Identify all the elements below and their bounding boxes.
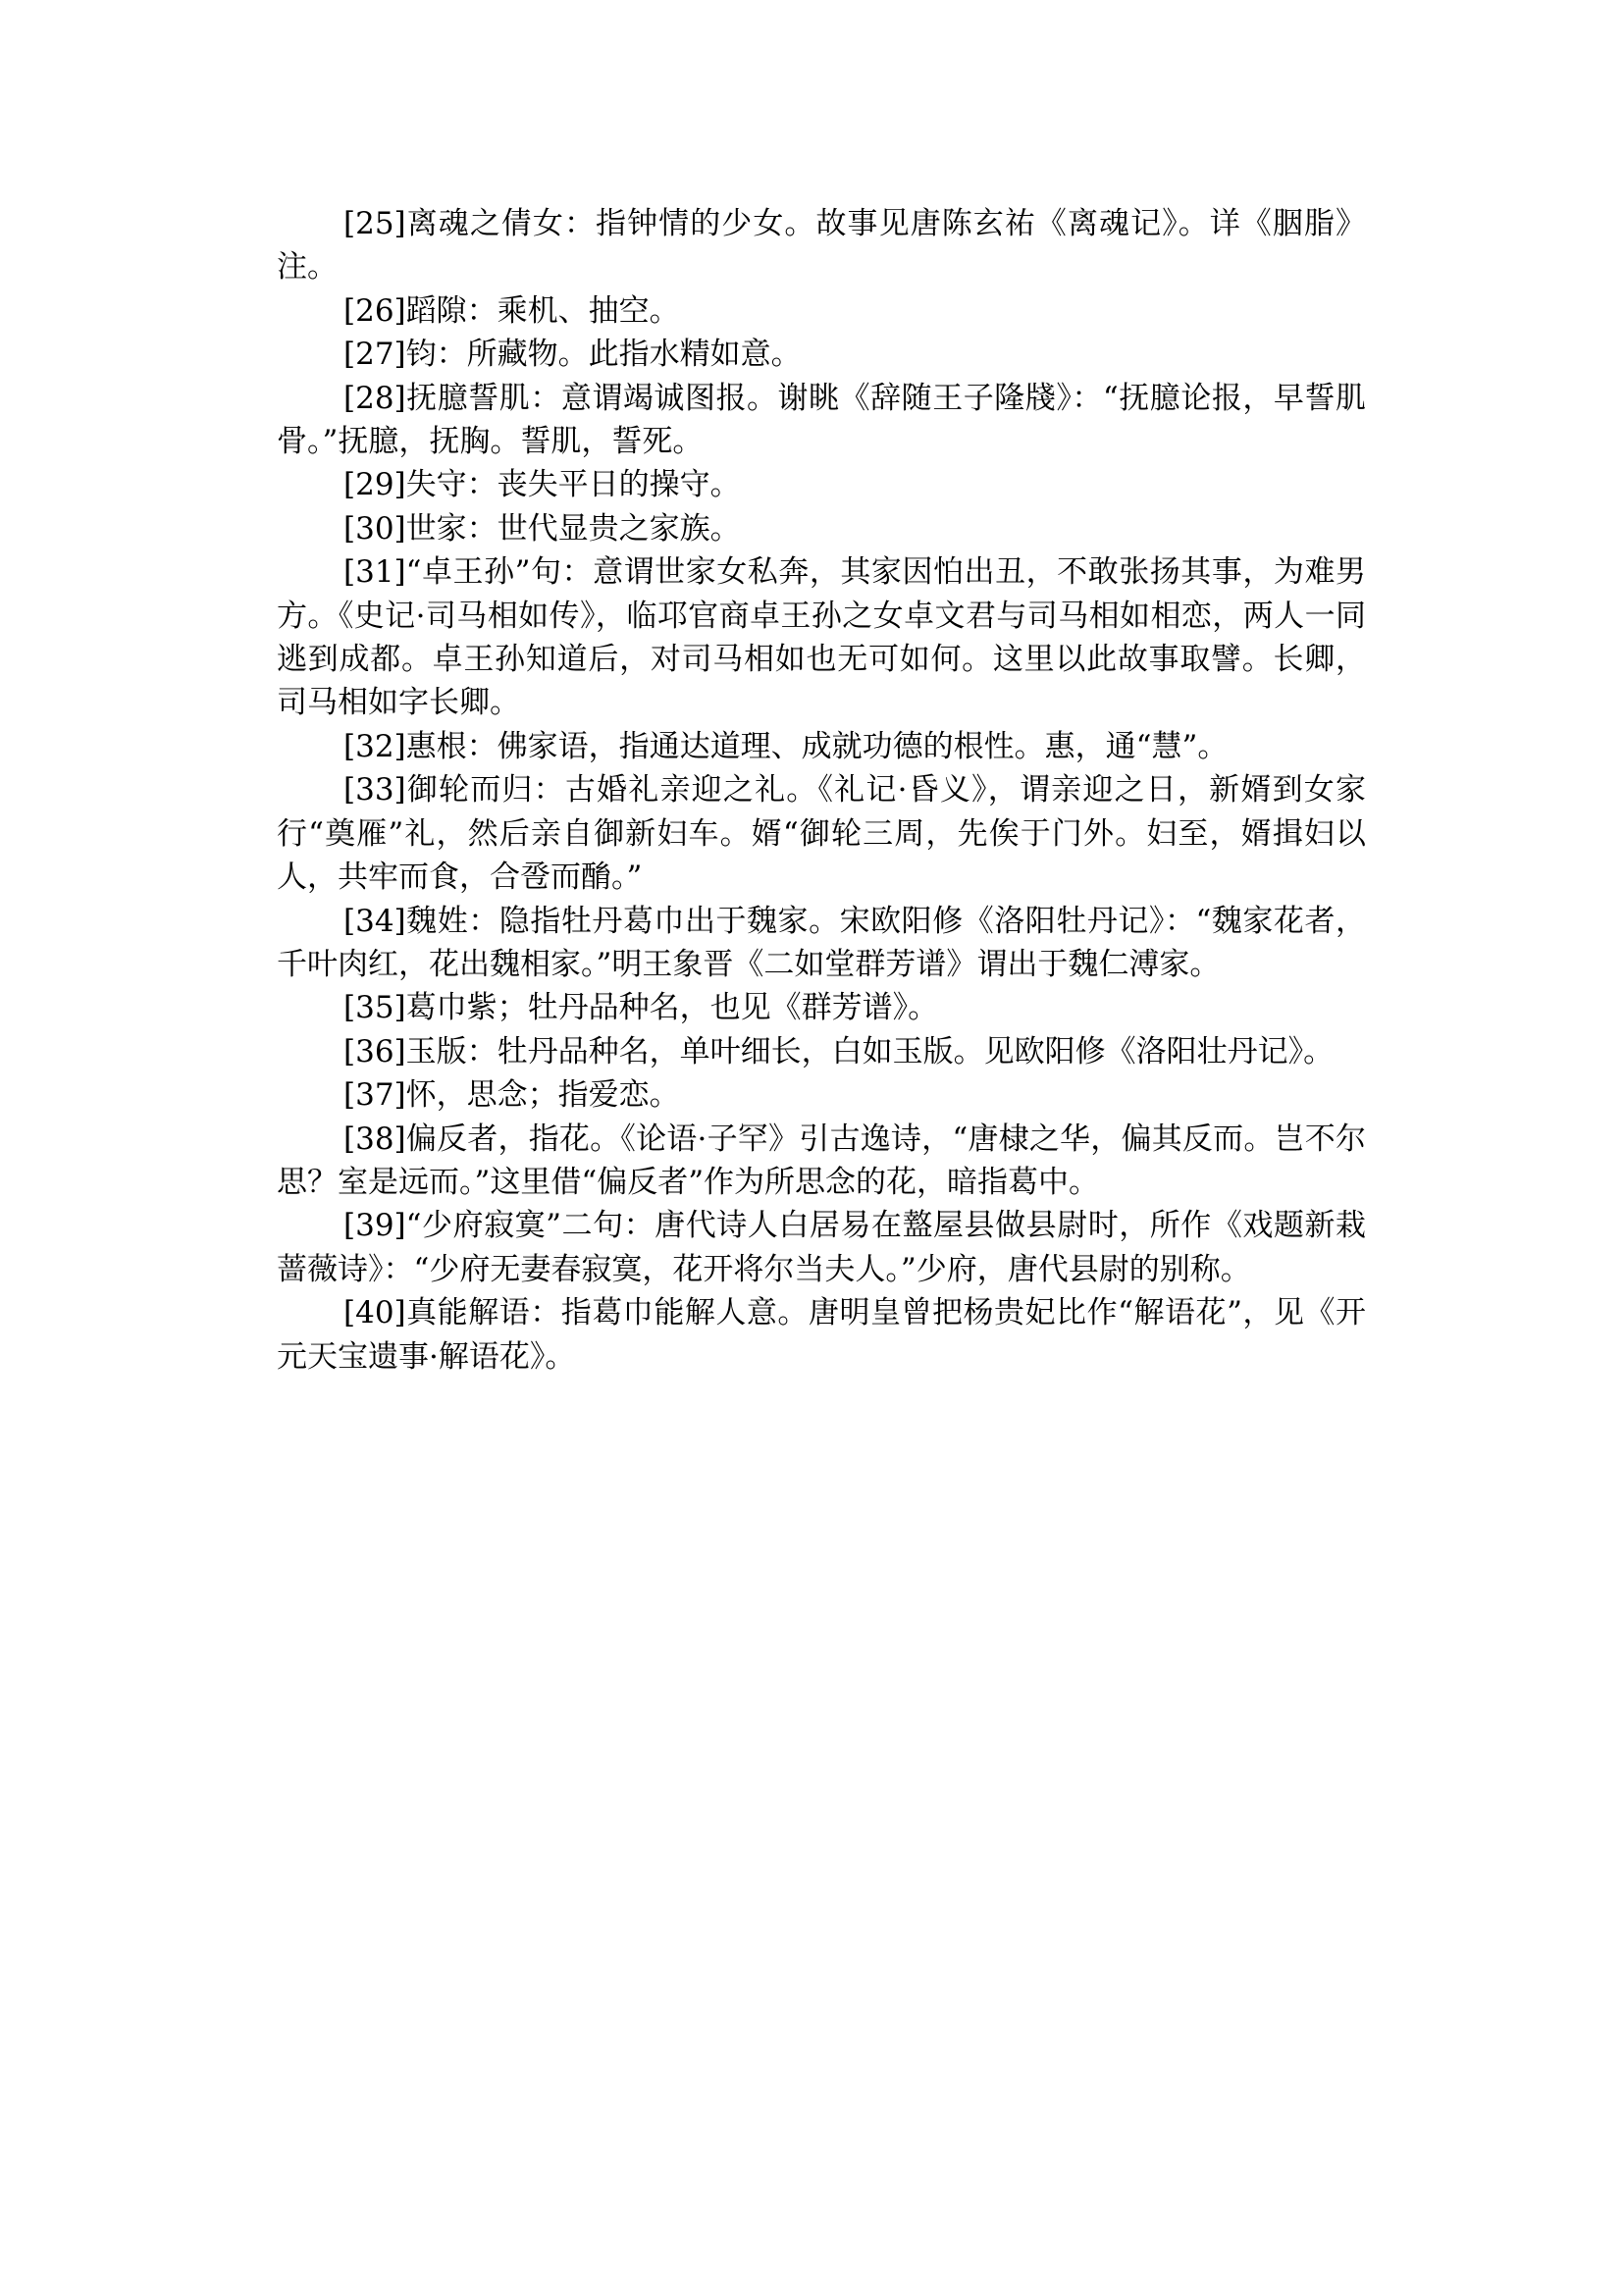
footnote-27: [27]钧：所藏物。此指水精如意。 (343, 337, 802, 373)
footnote-34: [34]魏姓：隐指牡丹葛巾出于魏家。宋欧阳修《洛阳牡丹记》：“魏家花者，千叶肉红，花出魏相家。”明王象晋《二如堂群芳谱》谓出于魏仁溥家。 (277, 903, 1366, 982)
footnote-39: [39]“少府寂寞”二句：唐代诗人白居易在盩屋县做县尉时，所作《戏题新栽蔷薇诗》：“少府无妻春寂寞，花开将尔当夫人。”少府，唐代县尉的别称。 (277, 1208, 1366, 1287)
footnote-35: [35]葛巾紫；牡丹品种名，也见《群芳谱》。 (343, 990, 939, 1026)
footnote-36: [36]玉版：牡丹品种名，单叶细长，白如玉版。见欧阳修《洛阳壮丹记》。 (343, 1033, 1335, 1069)
footnotes-block (277, 202, 1366, 1379)
footnote-26: [26]蹈隙：乘机、抽空。 (343, 292, 680, 329)
footnote-25: [25]离魂之倩女：指钟情的少女。故事见唐陈玄祐《离魂记》。详《胭脂》注。 (277, 206, 1366, 286)
footnote-38: [38]偏反者，指花。《论语·子罕》引古逸诗，“唐棣之华，偏其反而。岂不尔思？室是远而。”这里借“偏反者”作为所思念的花，暗指葛中。 (277, 1121, 1366, 1200)
footnote-32: [32]惠根：佛家语，指通达道理、成就功德的根性。惠，通“慧”。 (343, 728, 1229, 764)
footnote-28: [28]抚臆誓肌：意谓竭诚图报。谢眺《辞随王子隆牋》：“抚臆论报，早誓肌骨。”抚臆，抚胸。誓肌，誓死。 (277, 380, 1366, 460)
footnote-30: [30]世家：世代显贵之家族。 (343, 510, 741, 547)
footnote-31: [31]“卓王孙”句：意谓世家女私奔，其家因怕出丑，不敢张扬其事，为难男方。《史记·司马相如传》，临邛官商卓王孙之女卓文君与司马相如相恋，两人一同逃到成都。卓王孙知道后，对司马相如也无可如何。这里以此故事取譬。长卿，司马相如字长卿。 (277, 554, 1366, 721)
footnote-33: [33]御轮而归：古婚礼亲迎之礼。《礼记·昏义》，谓亲迎之日，新婿到女家行“奠雁”礼，然后亲自御新妇车。婿“御轮三周，先俟于门外。妇至，婿揖妇以人，共牢而食，合卺而酳。” (277, 772, 1366, 896)
footnote-40: [40]真能解语：指葛巾能解人意。唐明皇曾把杨贵妃比作“解语花”，见《开元天宝遗事·解语花》。 (277, 1295, 1366, 1375)
footnote-29: [29]失守：丧失平日的操守。 (343, 467, 741, 503)
footnote-37: [37]怀，思念；指爱恋。 (343, 1077, 680, 1114)
